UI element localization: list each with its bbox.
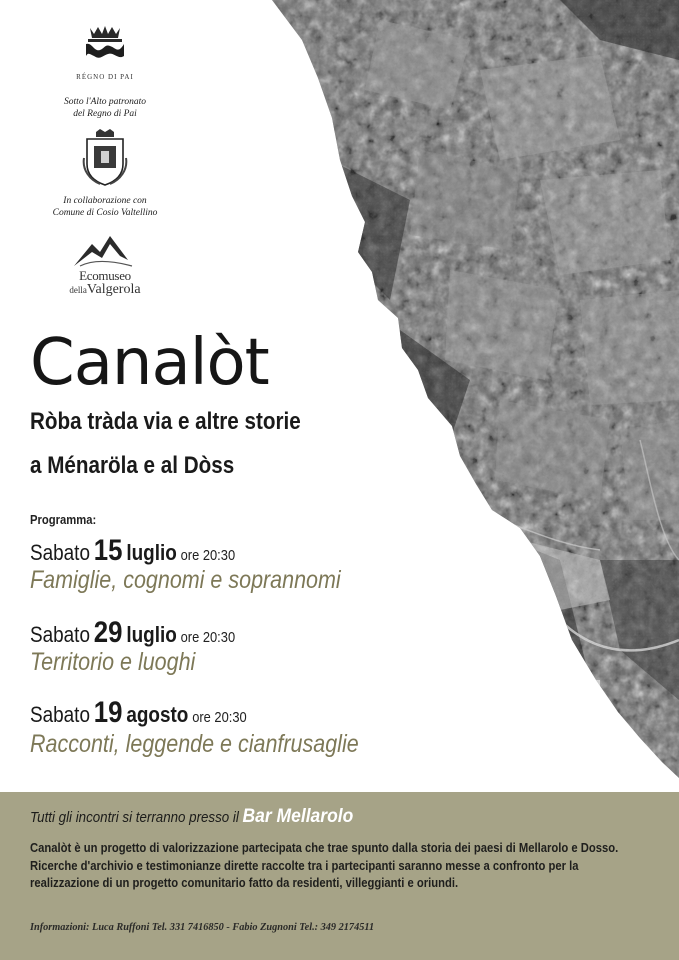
venue-name: Bar Mellarolo <box>242 806 354 827</box>
programma-label: Programma: <box>30 513 97 527</box>
patronage-line-2: del Regno di Pai <box>73 109 137 119</box>
mountain-logo-icon <box>70 230 140 272</box>
event-day: Sabato <box>30 622 90 647</box>
project-description: Canalòt è un progetto di valorizzazione partecipata che trae spunto dalla storia dei paesi di Mellarolo e Dosso. Ricerche d'archivio e testimonianze dirette raccolte tra i partecipanti saranno messe a confronto per la realizzazione di un progetto comunitario fatto da residenti, villeggianti e oriundi. <box>30 841 619 890</box>
logo-column <box>20 0 200 300</box>
event-month: luglio <box>126 622 177 647</box>
event-time: ore 20:30 <box>192 709 247 726</box>
crown-logo-icon <box>80 22 130 72</box>
event-month: luglio <box>126 540 177 565</box>
event-theme-2: Territorio e luoghi <box>30 648 196 676</box>
event-date-3 <box>30 696 247 730</box>
subtitle-line-1: Ròba tràda via e altre storie <box>30 408 301 435</box>
collaboration-line-2: Comune di Cosio Valtellino <box>52 208 158 218</box>
event-date-number: 29 <box>93 616 123 649</box>
ecomuseo-word: Ecomuseo <box>79 268 131 283</box>
ecomuseo-della: della <box>69 285 87 295</box>
event-theme-3: Racconti, leggende e cianfrusaglie <box>30 730 359 758</box>
event-month: agosto <box>126 702 189 727</box>
contact-info: Informazioni: Luca Ruffoni Tel. 331 7416850 - Fabio Zugnoni Tel.: 349 2174511 <box>30 922 375 933</box>
event-date-1 <box>30 534 235 568</box>
event-day: Sabato <box>30 540 90 565</box>
regno-mark: RÉGNO DI PAI <box>76 73 134 81</box>
ecomuseo-name: Valgerola <box>86 282 141 297</box>
event-date-2 <box>30 616 235 650</box>
event-time: ore 20:30 <box>180 547 236 564</box>
event-date-number: 15 <box>93 534 123 567</box>
patronage-line-1: Sotto l'Alto patronato <box>64 97 146 107</box>
event-theme-1: Famiglie, cognomi e soprannomi <box>30 566 341 594</box>
comune-shield-icon <box>82 128 128 186</box>
event-time: ore 20:30 <box>180 629 236 646</box>
photo-area <box>250 0 679 792</box>
collaboration-line-1: In collaborazione con <box>63 196 147 206</box>
poster-title: Canalòt <box>30 326 269 400</box>
venue-prefix: Tutti gli incontri si terranno presso il <box>30 810 239 826</box>
venue-line <box>30 806 353 828</box>
event-date-number: 19 <box>93 696 123 729</box>
ecomuseo-subline <box>20 281 190 298</box>
subtitle-line-2: a Ménaröla e al Dòss <box>30 452 235 479</box>
event-day: Sabato <box>30 702 90 727</box>
